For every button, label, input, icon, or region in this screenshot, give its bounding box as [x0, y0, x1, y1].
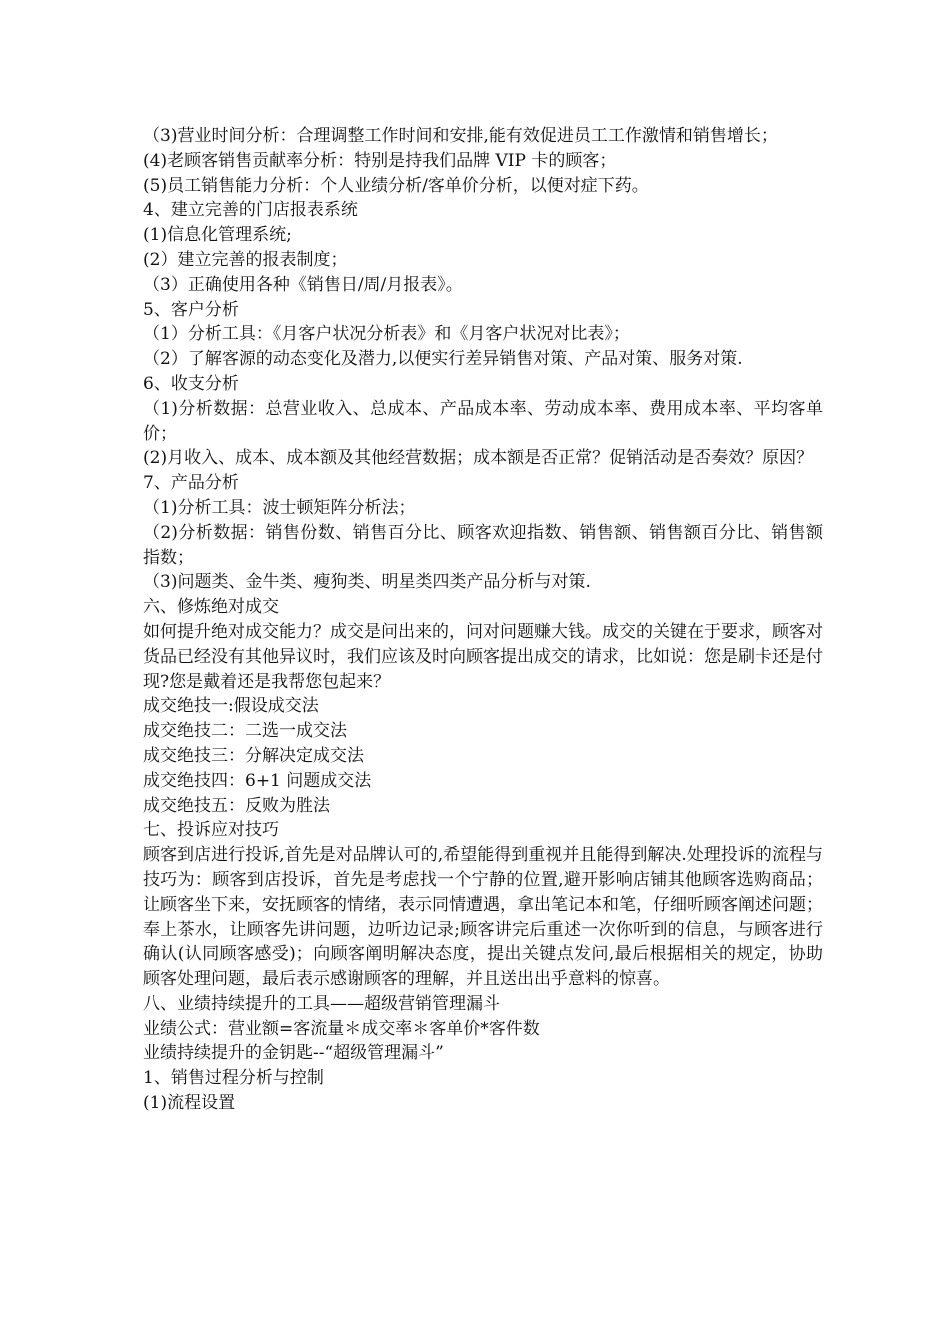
paragraph: （2）了解客源的动态变化及潜力,以便实行差异销售对策、产品对策、服务对策.: [143, 349, 743, 370]
text-line: 业绩公式：营业额=客流量＊成交率＊客单价*客件数: [143, 1018, 540, 1039]
text-line: 业绩持续提升的金钥匙--“超级管理漏斗”: [143, 1043, 444, 1064]
text-line: (2）建立完善的报表制度；: [143, 249, 348, 270]
text-line: (4)老顾客销售贡献率分析：特别是持我们品牌 VIP 卡的顾客；: [143, 150, 617, 171]
text-line: 成交绝技三：分解决定成交法: [143, 745, 364, 766]
text-line: 成交绝技五：反败为胜法: [143, 795, 330, 816]
chapter-heading: 六、修炼绝对成交: [143, 597, 279, 618]
paragraph: 如何提升绝对成交能力？成交是问出来的，问对问题赚大钱。成交的关键在于要求，顾客对货品已经没有其他异议时，我们应该及时向顾客提出成交的请求，比如说：您是刷卡还是付现?您是戴着还是我帮您包起来？: [143, 621, 823, 692]
section-heading: 5、客户分析: [143, 299, 239, 320]
section-heading: 4、建立完善的门店报表系统: [143, 200, 358, 221]
text-line: （3)问题类、金牛类、瘦狗类、明星类四类产品分析与对策.: [143, 572, 591, 593]
text-line: （1）分析工具：《月客户状况分析表》和《月客户状况对比表》；: [143, 324, 630, 345]
text-line: 成交绝技二：二选一成交法: [143, 721, 347, 742]
paragraph: （1)分析数据：总营业收入、总成本、产品成本率、劳动成本率、费用成本率、平均客单价；: [143, 398, 823, 444]
section-heading: 6、收支分析: [143, 373, 239, 394]
chapter-heading: 八、业绩持续提升的工具——超级营销管理漏斗: [143, 993, 500, 1014]
text-line: （1)分析工具：波士顿矩阵分析法；: [143, 497, 416, 518]
text-line: (1)流程设置: [143, 1093, 236, 1114]
text-line: （3）正确使用各种《销售日/周/月报表》。: [143, 274, 463, 295]
text-line: 成交绝技一:假设成交法: [143, 696, 319, 717]
section-heading: 1、销售过程分析与控制: [143, 1068, 324, 1089]
paragraph: (2)月收入、成本、成本额及其他经营数据；成本额是否正常？促销活动是否奏效？原因？: [143, 448, 814, 469]
paragraph: （2)分析数据：销售份数、销售百分比、顾客欢迎指数、销售额、销售额百分比、销售额指数；: [143, 522, 823, 568]
paragraph: （3)营业时间分析：合理调整工作时间和安排,能有效促进员工工作激情和销售增长；: [143, 126, 778, 146]
section-heading: 7、产品分析: [143, 473, 239, 494]
text-line: (1)信息化管理系统;: [143, 225, 292, 246]
document-body: [143, 124, 823, 1116]
paragraph: 顾客到店进行投诉,首先是对品牌认可的,希望能得到重视并且能得到解决.处理投诉的流程与技巧为：顾客到店投诉，首先是考虑找一个宁静的位置,避开影响店铺其他顾客选购商品；让顾客坐下来，安抚顾客的情绪，表示同情遭遇，拿出笔记本和笔，仔细听顾客阐述问题；奉上茶水，让顾客先讲问题，边听边记录;顾客讲完后重述一次你听到的信息，与顾客进行确认(认同顾客感受)；向顾客阐明解决态度，提出关键点发问,最后根据相关的规定，协助顾客处理问题，最后表示感谢顾客的理解，并且送出出乎意料的惊喜。: [143, 845, 823, 990]
chapter-heading: 七、投诉应对技巧: [143, 820, 279, 841]
text-line: (5)员工销售能力分析：个人业绩分析/客单价分析，以便对症下药。: [143, 175, 649, 196]
text-line: 成交绝技四：6+1 问题成交法: [143, 770, 372, 791]
